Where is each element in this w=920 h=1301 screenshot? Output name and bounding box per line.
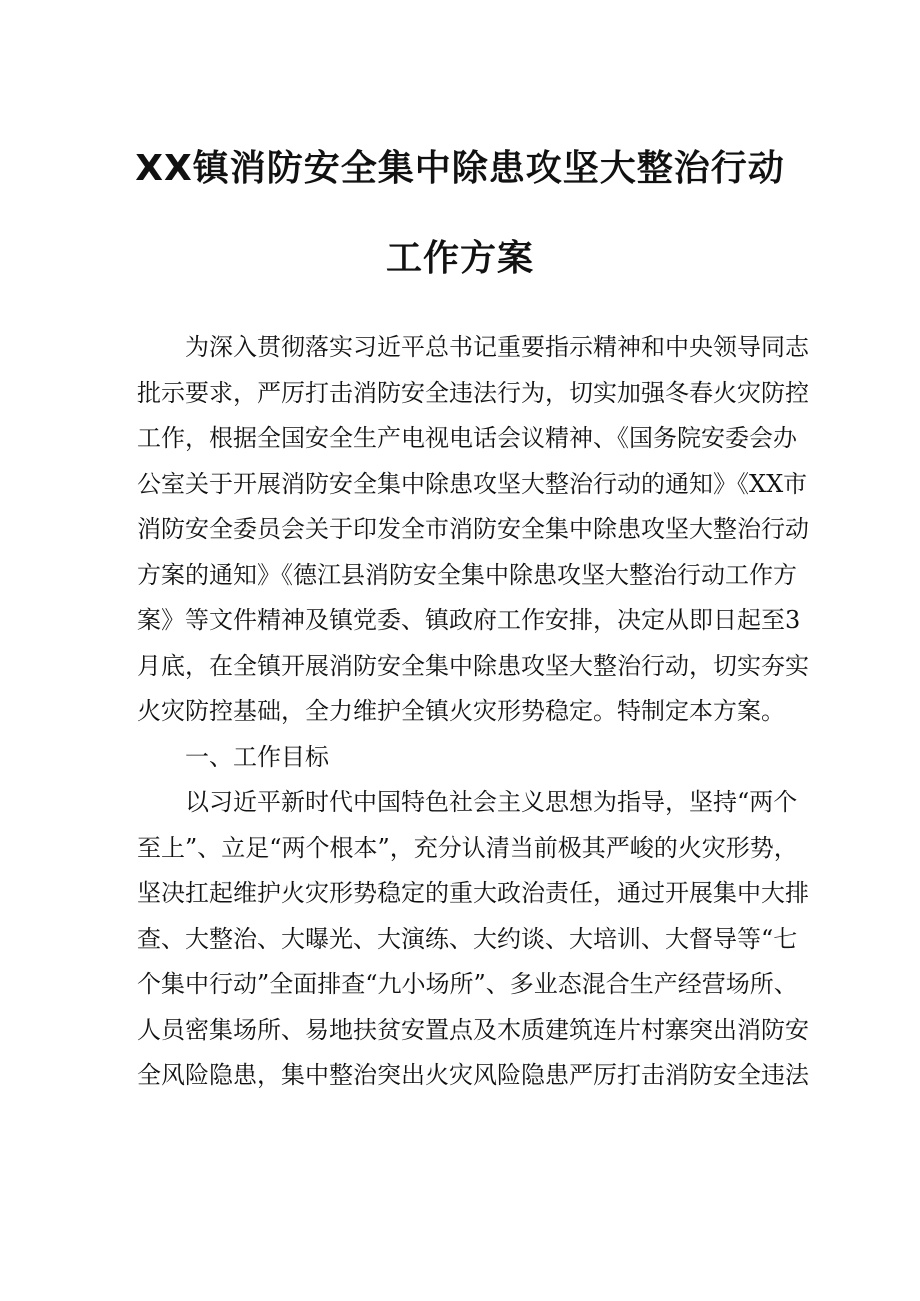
body-text-line: 月底，在全镇开展消防安全集中除患攻坚大整治行动，切实夯实 bbox=[137, 651, 809, 680]
document-body bbox=[137, 325, 809, 1099]
body-text-line: 公室关于开展消防安全集中除患攻坚大整治行动的通知》《XX市 bbox=[137, 469, 808, 498]
body-text-line: 案》等文件精神及镇党委、镇政府工作安排，决定从即日起至3 bbox=[137, 606, 801, 634]
body-text-line: 全风险隐患，集中整治突出火灾风险隐患严厉打击消防安全违法 bbox=[137, 1061, 809, 1089]
body-text-line: 为深入贯彻落实习近平总书记重要指示精神和中央领导同志 bbox=[185, 333, 809, 361]
body-text-line: 查、大整治、大曝光、大演练、大约谈、大培训、大督导等“七 bbox=[137, 924, 798, 953]
body-text-line: 工作，根据全国安全生产电视电话会议精神、《国务院安委会办 bbox=[137, 424, 797, 452]
body-text-line: 以习近平新时代中国特色社会主义思想为指导，坚持“两个 bbox=[185, 788, 798, 816]
body-text-line: 人员密集场所、易地扶贫安置点及木质建筑连片村寨突出消防安 bbox=[137, 1015, 809, 1044]
body-text-line: 批示要求，严厉打击消防安全违法行为，切实加强冬春火灾防控 bbox=[137, 378, 809, 407]
body-text-line: 方案的通知》《德江县消防安全集中除患攻坚大整治行动工作方 bbox=[137, 560, 797, 589]
body-text-line: 消防安全委员会关于印发全市消防安全集中除患攻坚大整治行动 bbox=[137, 515, 809, 543]
document-title-line-2: 工作方案 bbox=[385, 238, 534, 279]
body-text-line: 个集中行动”全面排查“九小场所”、多业态混合生产经营场所、 bbox=[137, 970, 798, 998]
body-text-line: 火灾防控基础，全力维护全镇火灾形势稳定。特制定本方案。 bbox=[137, 697, 785, 725]
body-text-line: 一、工作目标 bbox=[185, 742, 329, 771]
body-text-line: 坚决扛起维护火灾形势稳定的重大政治责任，通过开展集中大排 bbox=[137, 879, 809, 907]
document-title-line-1: XX镇消防安全集中除患攻坚大整治行动 bbox=[135, 148, 785, 189]
body-text-line: 至上”、立足“两个根本”，充分认清当前极其严峻的火灾形势， bbox=[137, 833, 798, 862]
